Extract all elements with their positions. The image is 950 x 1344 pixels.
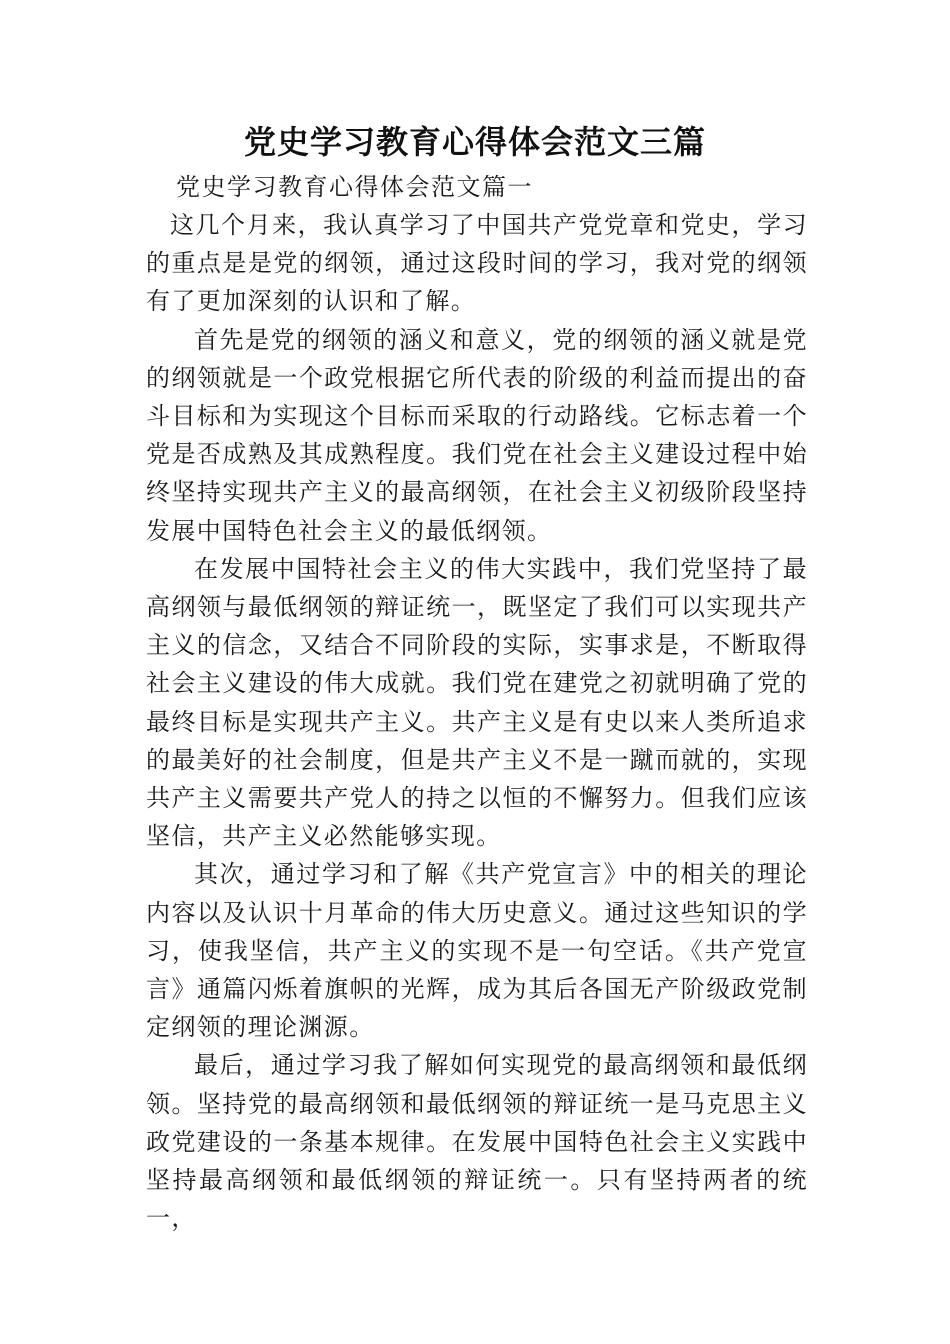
paragraph-5: 最后，通过学习我了解如何实现党的最高纲领和最低纲领。坚持党的最高纲领和最低纲领的辩证统一是马克思主义政党建设的一条基本规律。在发展中国特色社会主义实践中坚持最高纲领和最低纲领的辩证统一。只有坚持两者的统一， — [146, 1051, 808, 1233]
paragraph-4: 其次，通过学习和了解《共产党宣言》中的相关的理论内容以及认识十月革命的伟大历史意义。通过这些知识的学习，使我坚信，共产主义的实现不是一句空话。《共产党宣言》通篇闪烁着旗帜的光辉，成为其后各国无产阶级政党制定纲领的理论渊源。 — [146, 860, 808, 1042]
paragraph-2: 首先是党的纲领的涵义和意义，党的纲领的涵义就是党的纲领就是一个政党根据它所代表的阶级的利益而提出的奋斗目标和为实现这个目标而采取的行动路线。它标志着一个党是否成熟及其成熟程度。我们党在社会主义建设过程中始终坚持实现共产主义的最高纲领，在社会主义初级阶段坚持发展中国特色社会主义的最低纲领。 — [146, 325, 808, 545]
paragraph-3: 在发展中国特社会主义的伟大实践中，我们党坚持了最高纲领与最低纲领的辩证统一，既坚定了我们可以实现共产主义的信念，又结合不同阶段的实际，实事求是，不断取得社会主义建设的伟大成就。我们党在建党之初就明确了党的最终目标是实现共产主义。共产主义是有史以来人类所追求的最美好的社会制度，但是共产主义不是一蹴而就的，实现共产主义需要共产党人的持之以恒的不懈努力。但我们应该坚信，共产主义必然能够实现。 — [146, 554, 808, 851]
document-body — [146, 206, 808, 1237]
paragraph-1: 这几个月来，我认真学习了中国共产党党章和党史，学习的重点是是党的纲领，通过这段时间的学习，我对党的纲领有了更加深刻的认识和了解。 — [146, 211, 808, 316]
document-title: 党史学习教育心得体会范文三篇 — [243, 123, 706, 161]
section-heading: 党史学习教育心得体会范文篇一 — [176, 173, 533, 201]
